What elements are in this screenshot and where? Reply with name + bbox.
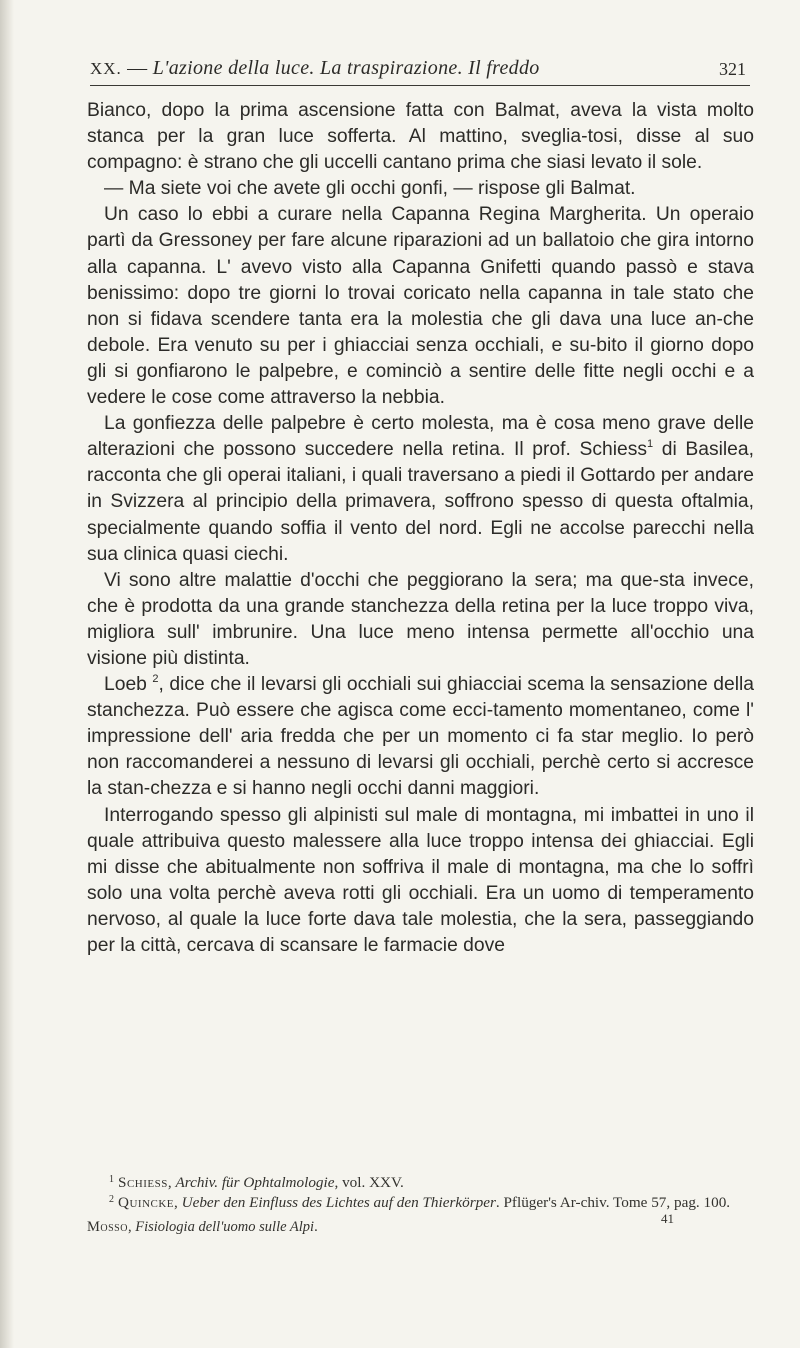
paragraph: Un caso lo ebbi a curare nella Capanna Regina Margherita. Un operaio partì da Gressoney per fare alcune riparazioni ad un ballatoio che gira intorno alla capanna. L' avevo visto alla Capanna Gnifetti quando passò e stava benissimo: dopo tre giorni lo trovai coricato nella capanna in tale stato che non si fidava scendere tanta era la molestia che gli dava una luce an-che debole. Era venuto su per i ghiacciai senza occhiali, e su-bito il giorno dopo gli si gonfiarono le palpebre, e cominciò a sentire delle fitte negli occhi e a vedere le cose come attraverso la nebbia. xyxy=(87,204,754,409)
paragraph-text: La gonfiezza delle palpebre è certo molesta, ma è cosa meno grave delle alterazioni che possono succedere nella retina. Il prof. Schiess xyxy=(87,413,754,461)
source-work: Fisiologia dell'uomo sulle Alpi xyxy=(135,1219,315,1235)
paragraph: Bianco, dopo la prima ascensione fatta con Balmat, aveva la vista molto stanca per la gran luce sofferta. Al mattino, sveglia-tosi, disse al suo compagno: è strano che gli uccelli cantano prima che siasi levato il sole. xyxy=(87,100,754,174)
paragraph-text: di Basilea, racconta che gli operai italiani, i quali traversano a piedi il Gottardo per andare in Svizzera al principio della primavera, soffrono spesso di questa oftalmia, specialmente quando soffia il vento del nord. Egli ne accolse parecchi nella sua clinica quasi ciechi. xyxy=(87,439,754,565)
footnote-mark: 1 xyxy=(109,1174,114,1185)
footnote-rest: , vol. XXV. xyxy=(334,1174,404,1191)
source-author: Mosso xyxy=(87,1219,128,1235)
footnote-rest: . Pflüger's Ar-chiv. Tome 57, pag. 100. xyxy=(495,1194,731,1211)
body-text xyxy=(87,98,754,959)
chapter-title: L'azione della luce. La traspirazione. Il freddo xyxy=(152,57,540,79)
footnote-ref: 2 xyxy=(152,673,159,686)
page-number: 321 xyxy=(719,59,746,79)
paragraph: — Ma siete voi che avete gli occhi gonfi, — rispose gli Balmat. xyxy=(104,178,636,200)
paragraph-text: Loeb xyxy=(104,674,153,696)
footnote: $^2$ Quincke, Ueber den Einfluss des Lichtes auf den Thierkörper. Pflüger's Ar-chiv. Tome 57, pag. 100. xyxy=(109,1194,731,1211)
source-line xyxy=(87,1211,754,1239)
header-dash: — xyxy=(127,57,148,79)
paragraph: Interrogando spesso gli alpinisti sul male di montagna, mi imbattei in uno il quale attribuiva questo malessere alla luce troppo intensa dei ghiacciai. Egli mi disse che abitualmente non soffriva il male di montagna, ma che lo soffrì solo una volta perchè aveva rotti gli occhiali. Era un uomo di temperamento nervoso, al quale la luce forte dava tale molestia, che la sera, passeggiando per la città, cercava di scansare le farmacie dove xyxy=(87,804,754,956)
signature-mark: 41 xyxy=(661,1211,674,1226)
footnote-author: Quincke xyxy=(118,1194,175,1211)
footnote-mark: 2 xyxy=(109,1194,114,1205)
footnote-author: Schiess xyxy=(118,1174,168,1191)
running-head xyxy=(90,57,750,86)
paragraph-text: , dice che il levarsi gli occhiali sui ghiacciai scema la sensazione della stanchezza. Può essere che agisca come ecci-tamento momentaneo, come l' impressione dell' aria fredda che per un momento ci fa star meglio. Io però non raccomanderei a nessuno di levarsi gli occhiali, perchè certo si accresce la stan-chezza e si hanno negli occhi danni maggiori. xyxy=(87,674,754,800)
source-citation: Mosso, Fisiologia dell'uomo sulle Alpi. xyxy=(87,1219,318,1235)
footnotes xyxy=(87,1173,754,1239)
chapter-number: XX. xyxy=(90,59,122,78)
footnote: $^1$ Schiess, Archiv. für Ophtalmologie, vol. XXV. xyxy=(109,1174,404,1191)
paragraph xyxy=(87,672,754,802)
footnote-work: Ueber den Einfluss des Lichtes auf den Thierkörper xyxy=(181,1194,496,1211)
footnote-work: Archiv. für Ophtalmologie xyxy=(175,1174,335,1191)
paragraph xyxy=(87,411,754,568)
running-head-title xyxy=(90,57,540,80)
footnote-ref: 1 xyxy=(646,438,654,451)
paragraph: Vi sono altre malattie d'occhi che peggiorano la sera; ma que-sta invece, che è prodotta da una grande stanchezza della retina per la luce troppo viva, migliora sull' imbrunire. Una luce meno intensa permette all'occhio una visione più distinta. xyxy=(87,569,754,669)
source-end: . xyxy=(314,1219,318,1235)
